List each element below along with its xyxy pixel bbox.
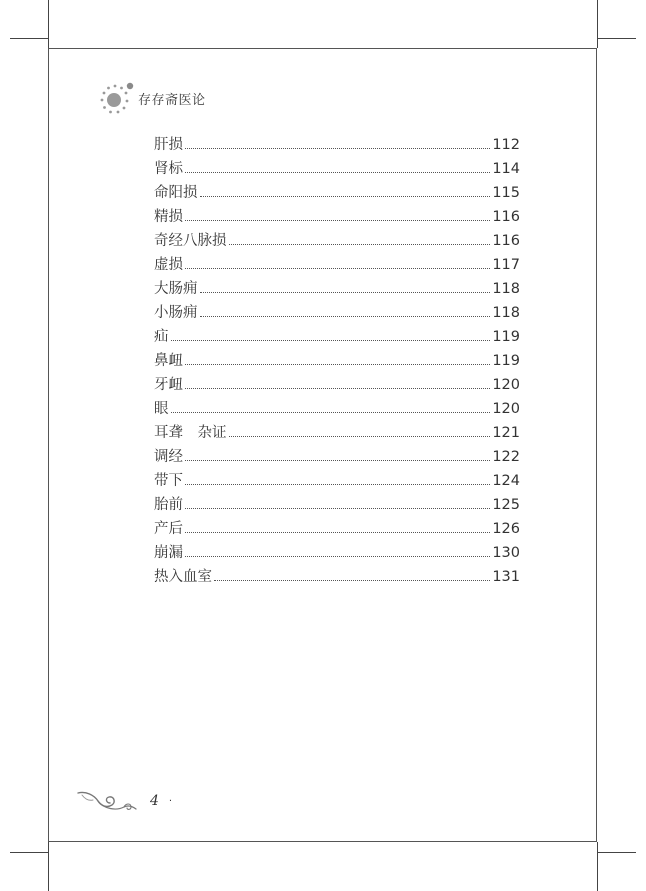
toc-entry — [154, 349, 520, 373]
toc-dot-leader — [171, 411, 491, 413]
toc-entry-label: 热入血室 — [154, 569, 212, 585]
toc-dot-leader — [185, 483, 490, 485]
toc-entry-label: 疝 — [154, 329, 169, 345]
toc-entry-page: 115 — [492, 185, 520, 201]
toc-entry-page: 116 — [492, 233, 520, 249]
toc-entry — [154, 517, 520, 541]
toc-dot-leader — [171, 339, 491, 341]
toc-entry-label: 肾标 — [154, 161, 183, 177]
toc-entry-page: 119 — [492, 353, 520, 369]
toc-entry — [154, 469, 520, 493]
crop-mark-top-right-v — [597, 0, 598, 48]
toc-entry-label: 奇经八脉损 — [154, 233, 227, 249]
toc-entry-page: 112 — [492, 137, 520, 153]
toc-entry-label: 大肠痈 — [154, 281, 198, 297]
toc-entry-page: 124 — [492, 473, 520, 489]
swirl-ornament-icon — [76, 787, 142, 815]
toc-entry-page: 125 — [492, 497, 520, 513]
toc-entry-label: 调经 — [154, 449, 183, 465]
toc-dot-leader — [185, 219, 490, 221]
toc-entry-label: 精损 — [154, 209, 183, 225]
toc-entry-label: 胎前 — [154, 497, 183, 513]
toc-entry-page: 120 — [492, 401, 520, 417]
toc-dot-leader — [185, 147, 490, 149]
toc-entry-page: 131 — [492, 569, 520, 585]
book-title: 存存斋医论 — [138, 92, 206, 108]
toc-dot-leader — [185, 507, 490, 509]
toc-entry — [154, 277, 520, 301]
toc-entry-label: 命阳损 — [154, 185, 198, 201]
toc-entry-page: 122 — [492, 449, 520, 465]
toc-dot-leader — [214, 579, 490, 581]
toc-entry-label: 肝损 — [154, 137, 183, 153]
toc-entry-page: 114 — [492, 161, 520, 177]
table-of-contents — [154, 133, 520, 589]
toc-entry-page: 116 — [492, 209, 520, 225]
toc-entry-label: 虚损 — [154, 257, 183, 273]
toc-entry-page: 118 — [492, 305, 520, 321]
toc-entry — [154, 253, 520, 277]
toc-entry-label: 产后 — [154, 521, 183, 537]
toc-entry-page: 118 — [492, 281, 520, 297]
toc-entry-page: 121 — [492, 425, 520, 441]
toc-dot-leader — [185, 267, 490, 269]
toc-entry-label: 小肠痈 — [154, 305, 198, 321]
toc-dot-leader — [185, 555, 490, 557]
dotted-circle-logo-icon — [96, 80, 136, 116]
crop-mark-bottom-right-v — [597, 842, 598, 891]
toc-entry-page: 130 — [492, 545, 520, 561]
page-number: 4 — [150, 793, 159, 809]
toc-entry-page: 117 — [492, 257, 520, 273]
toc-entry-page: 119 — [492, 329, 520, 345]
toc-entry — [154, 541, 520, 565]
toc-entry — [154, 493, 520, 517]
running-head — [96, 80, 206, 116]
crop-mark-top-left-h — [10, 38, 48, 39]
toc-dot-leader — [185, 363, 490, 365]
toc-entry — [154, 301, 520, 325]
crop-mark-top-left-v — [48, 0, 49, 48]
toc-entry-label: 眼 — [154, 401, 169, 417]
toc-entry — [154, 421, 520, 445]
toc-entry-page: 120 — [492, 377, 520, 393]
folio-dot: · — [168, 795, 173, 807]
toc-dot-leader — [185, 387, 490, 389]
toc-entry — [154, 445, 520, 469]
toc-dot-leader — [229, 435, 491, 437]
toc-entry-label: 牙衄 — [154, 377, 183, 393]
toc-dot-leader — [185, 171, 490, 173]
crop-mark-bottom-left-v — [48, 842, 49, 891]
toc-dot-leader — [229, 243, 491, 245]
folio — [76, 786, 172, 816]
toc-entry — [154, 133, 520, 157]
toc-entry — [154, 325, 520, 349]
crop-mark-bottom-left-h — [10, 852, 48, 853]
toc-entry-label: 带下 — [154, 473, 183, 489]
toc-entry-label: 崩漏 — [154, 545, 183, 561]
toc-entry — [154, 181, 520, 205]
toc-entry — [154, 565, 520, 589]
toc-dot-leader — [200, 315, 491, 317]
toc-entry — [154, 205, 520, 229]
toc-dot-leader — [185, 459, 490, 461]
toc-entry — [154, 157, 520, 181]
toc-entry-label: 耳聋 杂证 — [154, 425, 227, 441]
toc-dot-leader — [185, 531, 490, 533]
crop-mark-bottom-right-h — [598, 852, 636, 853]
toc-entry — [154, 373, 520, 397]
toc-dot-leader — [200, 291, 491, 293]
toc-entry-label: 鼻衄 — [154, 353, 183, 369]
toc-entry — [154, 229, 520, 253]
toc-dot-leader — [200, 195, 491, 197]
crop-mark-top-right-h — [598, 38, 636, 39]
toc-entry — [154, 397, 520, 421]
toc-entry-page: 126 — [492, 521, 520, 537]
